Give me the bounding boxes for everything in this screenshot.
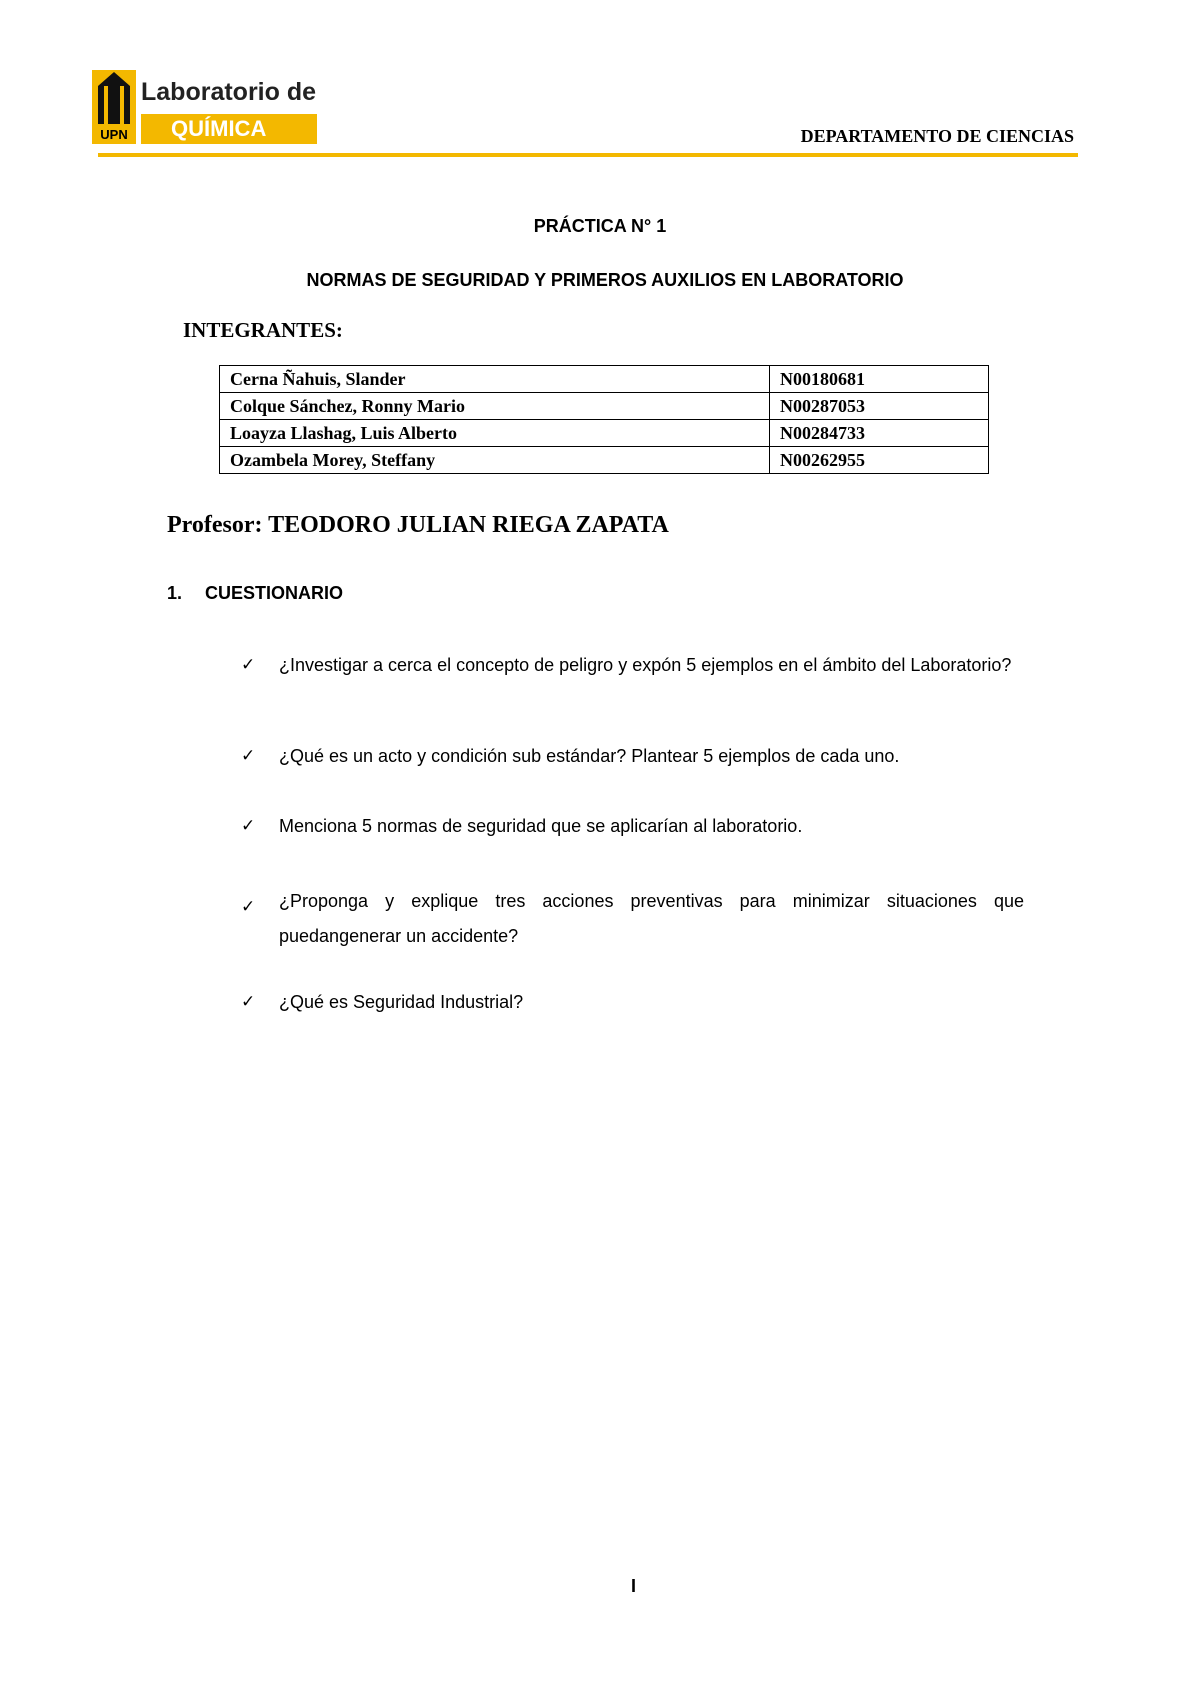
members-label: INTEGRANTES: [183,318,343,342]
professor-line: Profesor: TEODORO JULIAN RIEGA ZAPATA [167,512,669,538]
section-title: CUESTIONARIO [205,583,344,603]
table-row [220,366,989,393]
department-header: DEPARTAMENTO DE CIENCIAS [800,126,1074,146]
question-text: ¿Qué es un acto y condición sub estándar? Plantear 5 ejemplos de cada uno. [279,746,900,766]
member-name: Loayza Llashag, Luis Alberto [220,420,770,447]
member-code: N00262955 [770,447,989,474]
section-heading [167,583,343,604]
member-name: Colque Sánchez, Ronny Mario [220,393,770,420]
table-row [220,420,989,447]
member-code: N00287053 [770,393,989,420]
header-rule [98,153,1078,157]
check-icon: ✓ [241,992,256,1012]
upn-arrow-icon [98,72,130,124]
member-code: N00180681 [770,366,989,393]
section-number: 1. [167,583,183,603]
check-icon: ✓ [241,816,256,836]
logo-subtitle: QUÍMICA [141,114,317,144]
member-name: Cerna Ñahuis, Slander [220,366,770,393]
page-number: I [631,1576,637,1596]
members-table [219,365,989,474]
check-icon: ✓ [241,746,256,766]
question-text: Menciona 5 normas de seguridad que se aplicarían al laboratorio. [279,816,803,836]
subject-title: NORMAS DE SEGURIDAD Y PRIMEROS AUXILIOS EN LABORATORIO [306,270,904,290]
question-text: ¿Qué es Seguridad Industrial? [279,992,524,1012]
logo-upn-text: UPN [100,127,128,142]
member-name: Ozambela Morey, Steffany [220,447,770,474]
question-text: ¿Proponga y explique tres acciones preventivas para minimizar situaciones que puedangenerar un accidente? [279,891,1024,946]
check-icon: ✓ [241,655,256,675]
member-code: N00284733 [770,420,989,447]
logo-title: Laboratorio de [141,78,317,106]
lab-logo [92,70,320,144]
check-icon: ✓ [241,897,256,917]
table-row [220,393,989,420]
practice-title: PRÁCTICA N° 1 [533,216,667,236]
question-text: ¿Investigar a cerca el concepto de peligro y expón 5 ejemplos en el ámbito del Laboratorio? [279,655,1012,675]
upn-logo-mark [92,70,136,144]
table-row [220,447,989,474]
